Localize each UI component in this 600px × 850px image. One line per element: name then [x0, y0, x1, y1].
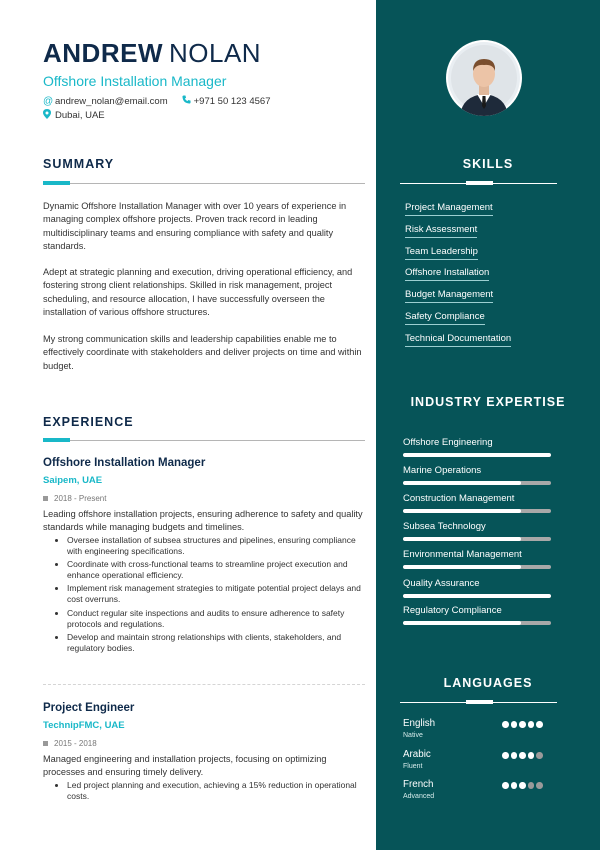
job-separator: [43, 684, 365, 685]
expertise-bar: [403, 537, 551, 541]
expertise-bar-fill: [403, 565, 521, 569]
contact-row: [43, 95, 271, 107]
expertise-bar: [403, 594, 551, 598]
summary-heading: SUMMARY: [43, 157, 115, 171]
location-row: [43, 109, 105, 122]
job-2-dates-text: 2015 - 2018: [54, 739, 97, 748]
summary-paragraph-1: Dynamic Offshore Installation Manager with over 10 years of experience in managing complex offshore projects. Proven track record in leading multidisciplinary teams and ensuring compliance with safety and quality standards.: [43, 201, 347, 251]
language-rating: [502, 782, 543, 789]
list-item: Conduct regular site inspections and audits to ensure adherence to safety protocols and regulations.: [55, 608, 365, 630]
rating-dot-filled: [511, 752, 518, 759]
list-item: Oversee installation of subsea structures and pipelines, ensuring compliance with engineering specifications.: [55, 535, 365, 557]
location-pin-icon: [43, 109, 55, 122]
rating-dot-filled: [502, 782, 509, 789]
phone-icon: [182, 95, 194, 107]
skill-item: Risk Assessment: [405, 224, 477, 238]
rating-dot-filled: [519, 752, 526, 759]
list-item: Coordinate with cross-functional teams to streamline project execution and enhance operational efficiency.: [55, 559, 365, 581]
job-1-dates-text: 2018 - Present: [54, 494, 107, 503]
email-text: andrew_nolan@email.com: [55, 95, 168, 107]
first-name: ANDREW: [43, 38, 163, 68]
skills-accent: [466, 181, 493, 185]
languages-accent: [466, 700, 493, 704]
phone-text: +971 50 123 4567: [193, 95, 271, 107]
job-2-bullets: [55, 780, 365, 804]
expertise-label: Quality Assurance: [403, 578, 480, 589]
rating-dot-filled: [528, 721, 535, 728]
rating-dot-filled: [502, 752, 509, 759]
location-text: Dubai, UAE: [55, 110, 105, 121]
expertise-bar-fill: [403, 537, 521, 541]
language-name: Arabic: [403, 749, 431, 760]
rating-dot-empty: [536, 752, 543, 759]
calendar-icon: [43, 741, 48, 746]
list-item: Develop and maintain strong relationships with clients, stakeholders, and regulatory bodies.: [55, 632, 365, 654]
experience-divider: [43, 440, 365, 441]
expertise-heading: INDUSTRY EXPERTISE: [410, 395, 566, 409]
language-rating: [502, 721, 543, 728]
skill-item: Safety Compliance: [405, 311, 485, 325]
skill-item: Offshore Installation: [405, 267, 489, 281]
experience-heading: EXPERIENCE: [43, 415, 134, 429]
expertise-bar: [403, 453, 551, 457]
job-2-description: Managed engineering and installation projects, focusing on optimizing processes and ensuring timely delivery.: [43, 754, 327, 777]
skill-item: Technical Documentation: [405, 333, 511, 347]
job-2-dates: [43, 739, 97, 748]
summary-divider: [43, 183, 365, 184]
list-item: Led project planning and execution, achieving a 15% reduction in operational costs.: [55, 780, 365, 802]
languages-heading: LANGUAGES: [443, 676, 533, 690]
expertise-label: Marine Operations: [403, 465, 482, 476]
expertise-bar: [403, 481, 551, 485]
rating-dot-filled: [528, 752, 535, 759]
expertise-label: Regulatory Compliance: [403, 605, 502, 616]
expertise-bar-fill: [403, 621, 521, 625]
rating-dot-filled: [519, 782, 526, 789]
summary-paragraph-2: Adept at strategic planning and execution, driving operational efficiency, and fostering strong client relationships. Skilled in risk management, project scheduling, and resource allocation, I have successfully overseen the installation of various offshore structures.: [43, 267, 353, 317]
expertise-bar-fill: [403, 481, 521, 485]
experience-accent: [43, 438, 70, 442]
at-icon: @: [43, 95, 54, 107]
rating-dot-empty: [528, 782, 535, 789]
skills-heading: SKILLS: [462, 157, 514, 171]
last-name: NOLAN: [169, 38, 262, 68]
job-1-role: Offshore Installation Manager: [43, 457, 206, 469]
language-level: Advanced: [403, 793, 435, 800]
expertise-label: Offshore Engineering: [403, 437, 493, 448]
rating-dot-filled: [502, 721, 509, 728]
candidate-name: [43, 38, 261, 69]
rating-dot-filled: [511, 782, 518, 789]
calendar-icon: [43, 496, 48, 501]
language-level: Native: [403, 732, 423, 739]
expertise-bar: [403, 621, 551, 625]
expertise-label: Environmental Management: [403, 549, 522, 560]
expertise-bar: [403, 509, 551, 513]
list-item: Implement risk management strategies to mitigate potential project delays and cost overruns.: [55, 583, 365, 605]
job-1-company: Saipem, UAE: [43, 475, 103, 486]
rating-dot-filled: [536, 721, 543, 728]
expertise-bar: [403, 565, 551, 569]
expertise-bar-fill: [403, 453, 551, 457]
rating-dot-filled: [519, 721, 526, 728]
expertise-label: Construction Management: [403, 493, 515, 504]
expertise-bar-fill: [403, 594, 551, 598]
skill-item: Budget Management: [405, 289, 493, 303]
job-2-company: TechnipFMC, UAE: [43, 720, 125, 731]
job-2-role: Project Engineer: [43, 702, 135, 714]
expertise-label: Subsea Technology: [403, 521, 486, 532]
language-name: English: [403, 718, 436, 729]
language-rating: [502, 752, 543, 759]
language-name: French: [403, 779, 434, 790]
rating-dot-empty: [536, 782, 543, 789]
summary-accent: [43, 181, 70, 185]
job-1-dates: [43, 494, 106, 503]
job-1-description: Leading offshore installation projects, ensuring adherence to safety and quality standards while managing budgets and timelines.: [43, 509, 363, 532]
summary-paragraph-3: My strong communication skills and leadership capabilities enable me to effectively coordinate with stakeholders and deliver projects on time and within budget.: [43, 334, 362, 371]
profile-photo: [446, 40, 522, 116]
expertise-bar-fill: [403, 509, 521, 513]
job-1-bullets: [55, 535, 365, 656]
skill-item: Project Management: [405, 202, 493, 216]
language-level: Fluent: [403, 763, 423, 770]
job-title: Offshore Installation Manager: [43, 73, 227, 89]
skill-item: Team Leadership: [405, 246, 478, 260]
rating-dot-filled: [511, 721, 518, 728]
